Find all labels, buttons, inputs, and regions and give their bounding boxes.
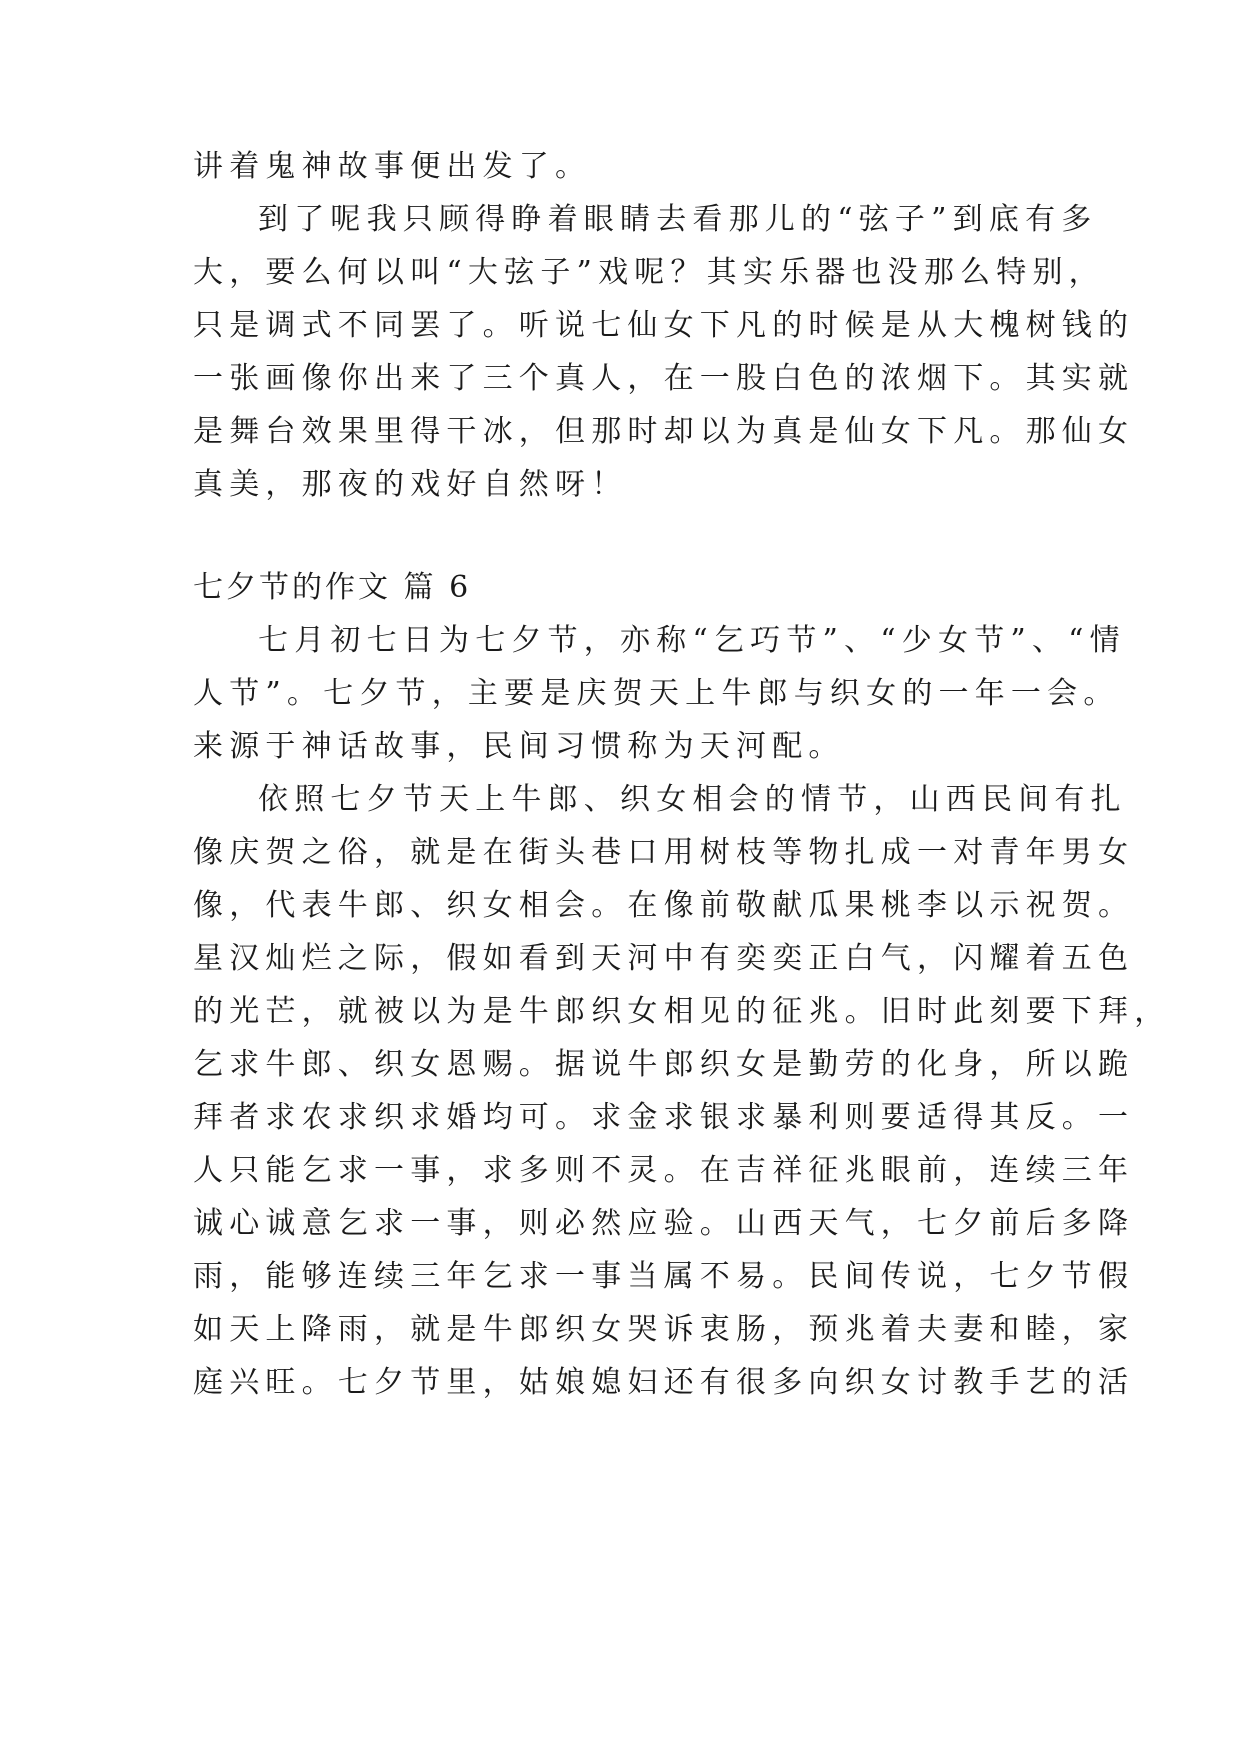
paragraph-line: 拜者求农求织求婚均可。求金求银求暴利则要适得其反。一 [193,1100,1135,1135]
paragraph-line: 到了呢我只顾得睁着眼睛去看那儿的“弦子”到底有多 [258,202,1098,237]
paragraph-line: 人只能乞求一事，求多则不灵。在吉祥征兆眼前，连续三年 [193,1153,1135,1188]
paragraph-line: 一张画像你出来了三个真人，在一股白色的浓烟下。其实就 [193,361,1135,396]
paragraph-line: 星汉灿烂之际，假如看到天河中有奕奕正白气，闪耀着五色 [193,941,1135,976]
paragraph-line: 大，要么何以叫“大弦子”戏呢？其实乐器也没那么特别， [193,255,1105,290]
paragraph-line: 讲着鬼神故事便出发了。 [193,149,592,184]
section-heading: 七夕节的作文 篇 6 [193,570,472,605]
paragraph-line: 只是调式不同罢了。听说七仙女下凡的时候是从大槐树钱的 [193,308,1135,343]
paragraph-line: 像，代表牛郎、织女相会。在像前敬献瓜果桃李以示祝贺。 [193,888,1135,923]
paragraph-line: 依照七夕节天上牛郎、织女相会的情节，山西民间有扎 [258,782,1127,817]
paragraph-line: 庭兴旺。七夕节里，姑娘媳妇还有很多向织女讨教手艺的活 [193,1365,1135,1400]
paragraph-line: 像庆贺之俗，就是在街头巷口用树枝等物扎成一对青年男女 [193,835,1135,870]
paragraph-line: 人节”。七夕节，主要是庆贺天上牛郎与织女的一年一会。 [193,676,1120,711]
paragraph-line: 来源于神话故事，民间习惯称为天河配。 [193,729,845,764]
paragraph-line: 的光芒，就被以为是牛郎织女相见的征兆。旧时此刻要下拜， [193,994,1171,1029]
paragraph-line: 真美，那夜的戏好自然呀！ [193,467,628,502]
paragraph-line: 雨，能够连续三年乞求一事当属不易。民间传说，七夕节假 [193,1259,1135,1294]
paragraph-line: 是舞台效果里得干冰，但那时却以为真是仙女下凡。那仙女 [193,414,1135,449]
paragraph-line: 如天上降雨，就是牛郎织女哭诉衷肠，预兆着夫妻和睦，家 [193,1312,1135,1347]
paragraph-line: 乞求牛郎、织女恩赐。据说牛郎织女是勤劳的化身，所以跪 [193,1047,1135,1082]
paragraph-line: 诚心诚意乞求一事，则必然应验。山西天气，七夕前后多降 [193,1206,1135,1241]
paragraph-line: 七月初七日为七夕节，亦称“乞巧节”、“少女节”、“情 [258,623,1126,658]
